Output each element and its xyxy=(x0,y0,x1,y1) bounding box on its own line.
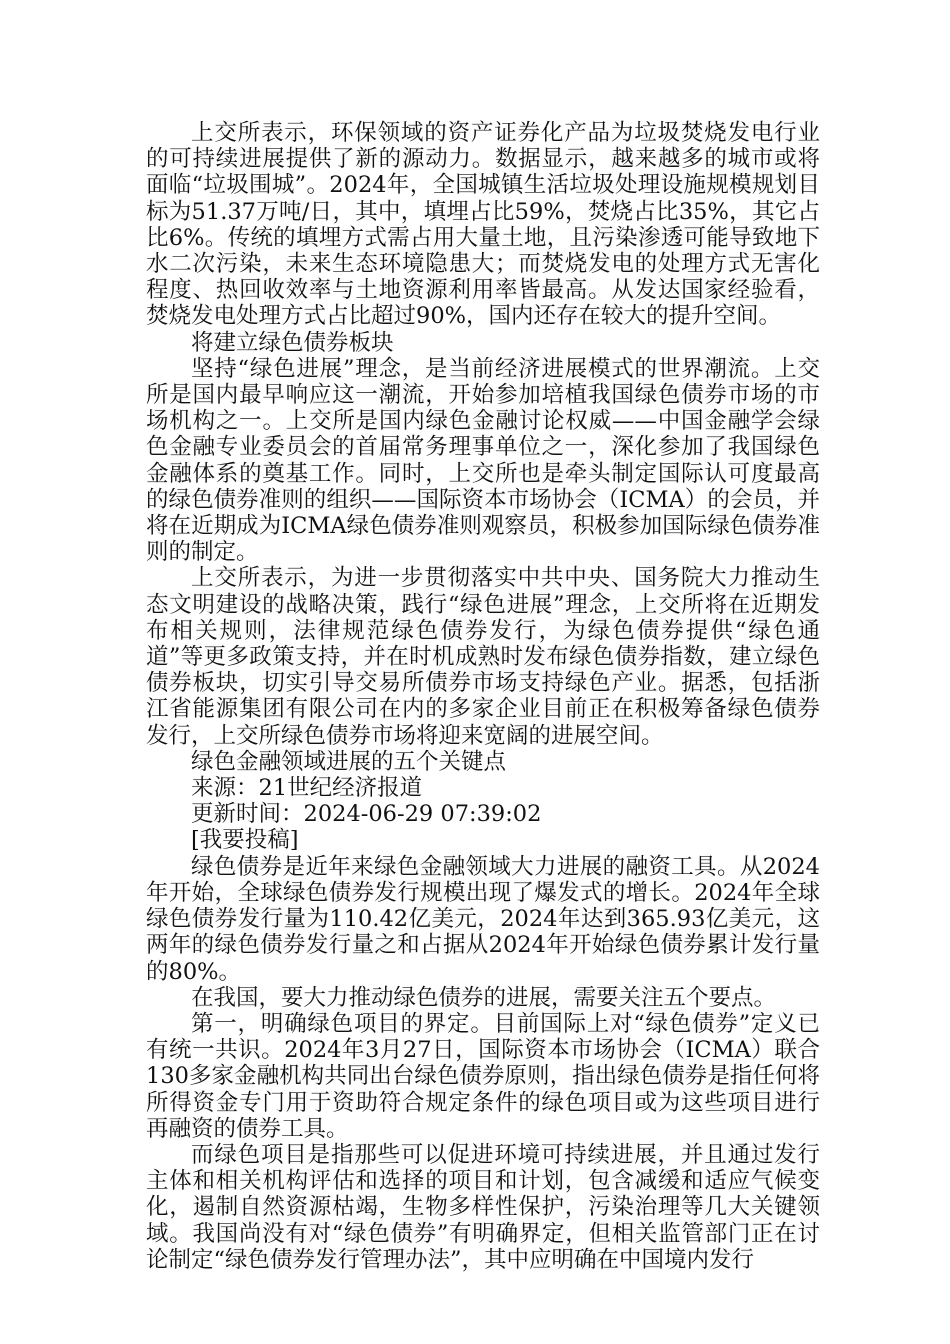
paragraph-abs: 上交所表示，环保领域的资产证券化产品为垃圾焚烧发电行业的可持续进展提供了新的源动力。数据显示，越来越多的城市或将面临“垃圾围城”。2024年，全国城镇生活垃圾处理设施规模规划目标为51.37万吨/日，其中，填埋占比59%，焚烧占比35%，其它占比6%。传统的填埋方式需占用大量土地，且污染渗透可能导致地下水二次污染，未来生态环境隐患大；而焚烧发电的处理方式无害化程度、热回收效率与土地资源利用率皆最高。从发达国家经验看，焚烧发电处理方式占比超过90%，国内还存在较大的提升空间。 xyxy=(146,120,820,330)
paragraph-five-points: 在我国，要大力推动绿色债券的进展，需要关注五个要点。 xyxy=(191,984,777,1011)
paragraph-green-development: 坚持“绿色进展”理念，是当前经济进展模式的世界潮流。上交所是国内最早响应这一潮流，开始参加培植我国绿色债券市场的市场机构之一。上交所是国内绿色金融讨论权威——中国金融学会绿色金融专业委员会的首届常务理事单位之一，深化参加了我国绿色金融体系的奠基工作。同时，上交所也是牵头制定国际认可度最高的绿色债券准则的组织——国际资本市场协会（ICMA）的会员，并将在近期成为ICMA绿色债券准则观察员，积极参加国际绿色债券准则的制定。 xyxy=(146,355,820,566)
article-title: 绿色金融领域进展的五个关键点 xyxy=(191,748,507,775)
article-source: 来源：21世纪经济报道 xyxy=(191,775,423,802)
paragraph-green-projects: 而绿色项目是指那些可以促进环境可持续进展，并且通过发行主体和相关机构评估和选择的项目和计划，包含减缓和适应气候变化，遏制自然资源枯竭，生物多样性保护，污染治理等几大关键领域。我国尚没有对“绿色债券”有明确界定，但相关监管部门正在讨论制定“绿色债券发行管理办法”，其中应明确在中国境内发行 xyxy=(146,1141,820,1273)
submit-link[interactable]: [我要投稿] xyxy=(191,827,299,854)
paragraph-green-bond-growth: 绿色债券是近年来绿色金融领域大力进展的融资工具。从2024年开始，全球绿色债券发行规模出现了爆发式的增长。2024年全球绿色债券发行量为110.42亿美元，2024年达到365.93亿美元，这两年的绿色债券发行量之和占据从2024年开始绿色债券累计发行量的80%。 xyxy=(146,853,820,985)
section-heading-green-bond-board: 将建立绿色债券板块 xyxy=(191,329,394,356)
article-update-time: 更新时间：2024-06-29 07:39:02 xyxy=(191,801,542,828)
paragraph-point-one: 第一，明确绿色项目的界定。目前国际上对“绿色债券”定义已有统一共识。2024年3月27日，国际资本市场协会（ICMA）联合130多家金融机构共同出台绿色债券原则，指出绿色债券是指任何将所得资金专门用于资助符合规定条件的绿色项目或为这些项目进行再融资的债券工具。 xyxy=(146,1010,820,1142)
document-body xyxy=(146,120,820,1273)
paragraph-sse-policy: 上交所表示，为进一步贯彻落实中共中央、国务院大力推动生态文明建设的战略决策，践行“绿色进展”理念，上交所将在近期发布相关规则，法律规范绿色债券发行，为绿色债券提供“绿色通道”等更多政策支持，并在时机成熟时发布绿色债券指数，建立绿色债券板块，切实引导交易所债券市场支持绿色产业。据悉，包括浙江省能源集团有限公司在内的多家企业目前正在积极筹备绿色债券发行，上交所绿色债券市场将迎来宽阔的进展空间。 xyxy=(146,565,820,749)
